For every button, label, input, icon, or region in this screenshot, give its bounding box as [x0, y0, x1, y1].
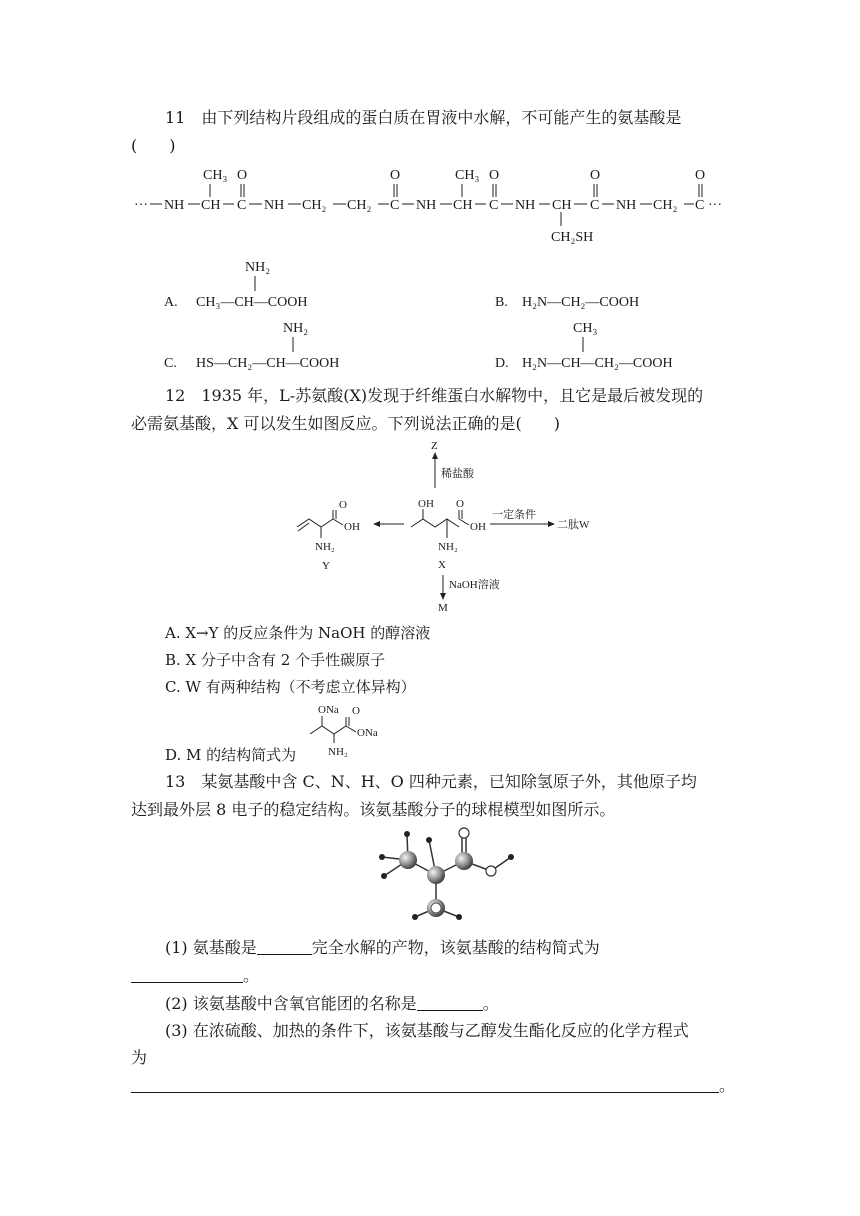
- q12-option-a: A. X→Y 的反应条件为 NaOH 的醇溶液: [165, 624, 431, 642]
- chain-nh-2: NH: [264, 198, 285, 213]
- scheme-y-o: O: [339, 499, 347, 511]
- chain-c-3: C: [489, 198, 499, 213]
- q11-option-a-letter: A.: [164, 295, 178, 310]
- q11-option-c-formula: HS—CH₂—CH—COOH: [196, 356, 340, 371]
- q13-part2: [165, 994, 499, 1014]
- q12-option-b: B. X 分子中含有 2 个手性碳原子: [165, 651, 386, 669]
- q13-part1-middle: 完全水解的产物，该氨基酸的结构简式为: [311, 938, 600, 957]
- chain-ch-1: CH: [201, 198, 221, 213]
- chain-ch3-2: CH₃: [455, 168, 480, 183]
- q11-option-a-nh2: NH₂: [245, 260, 271, 275]
- q13-part3-blank[interactable]: [131, 1092, 719, 1093]
- q13-part1-end: 。: [243, 966, 260, 985]
- q12-stem-line2: 必需氨基酸，X 可以发生如图反应。下列说法正确的是( ): [131, 414, 560, 433]
- q13-part1-prefix: (1) 氨基酸是: [165, 938, 257, 957]
- chain-o-1: O: [237, 168, 248, 183]
- chain-ch2-2: CH₂: [347, 198, 372, 213]
- chain-c-5: C: [695, 198, 705, 213]
- chain-o-4: O: [590, 168, 601, 183]
- scheme-y-oh: OH: [344, 521, 360, 533]
- q13-part1-blank-2[interactable]: [131, 982, 243, 983]
- scheme-x-label: X: [438, 559, 446, 571]
- q13-part2-blank[interactable]: [417, 1010, 483, 1011]
- chain-nh-4: NH: [515, 198, 536, 213]
- q11-option-b-formula: H₂N—CH₂—COOH: [522, 295, 640, 310]
- scheme-z: Z: [431, 440, 438, 452]
- q13-stem-line1: 13 某氨基酸中含 C、N、H、O 四种元素，已知除氢原子外，其他原子均: [165, 772, 697, 791]
- q11-option-c-nh2: NH₂: [283, 321, 309, 336]
- chain-c-1: C: [237, 198, 247, 213]
- chain-nh-3: NH: [416, 198, 437, 213]
- d-o: O: [352, 705, 360, 717]
- q13-stem-line2: 达到最外层 8 电子的稳定结构。该氨基酸分子的球棍模型如图所示。: [131, 800, 616, 819]
- q11-option-d-ch3: CH₃: [573, 321, 598, 336]
- q12-stem-line1: 12 1935 年，L-苏氨酸(X)发现于纤维蛋白水解物中，且它是最后被发现的: [165, 386, 704, 405]
- chain-dots-left: ···: [134, 198, 148, 213]
- reaction-scheme: [0, 435, 860, 615]
- q11-stem-line1: 11 由下列结构片段组成的蛋白质在胃液中水解，不可能产生的氨基酸是: [165, 108, 682, 127]
- scheme-x-oh-top: OH: [418, 498, 434, 510]
- q13-part2-end: 。: [482, 994, 499, 1013]
- q12-option-d-structure: [300, 700, 420, 760]
- scheme-y-nh2: NH₂: [315, 541, 335, 553]
- q13-part3-line2: 为: [131, 1048, 148, 1067]
- q13-part2-prefix: (2) 该氨基酸中含氧官能团的名称是: [165, 994, 417, 1013]
- chain-ch-3: CH: [552, 198, 572, 213]
- q11-stem-line2: ( ): [131, 136, 176, 155]
- scheme-y-label: Y: [322, 560, 330, 572]
- chain-ch2sh: CH₂SH: [551, 230, 594, 245]
- chain-c-2: C: [390, 198, 400, 213]
- q11-option-d-letter: D.: [495, 356, 509, 371]
- peptide-chain-structure: [0, 160, 860, 410]
- ball-and-stick-model: [370, 825, 570, 925]
- d-ona-right: ONa: [357, 727, 378, 739]
- q11-option-d-formula: H₂N—CH—CH₂—COOH: [522, 356, 673, 371]
- chain-o-2: O: [390, 168, 401, 183]
- scheme-m: M: [438, 602, 448, 614]
- scheme-x-oh: OH: [470, 521, 486, 533]
- q11-option-c-letter: C.: [164, 356, 177, 371]
- chain-ch3-1: CH₃: [203, 168, 228, 183]
- q13-part1-blank-1[interactable]: [257, 954, 312, 955]
- q12-option-d-prefix: D. M 的结构简式为: [165, 746, 297, 764]
- scheme-x-o: O: [456, 498, 464, 510]
- q12-option-c: C. W 有两种结构（不考虑立体异构）: [165, 678, 416, 696]
- chain-ch2-3: CH₂: [653, 198, 678, 213]
- q11-option-b-letter: B.: [495, 295, 508, 310]
- chain-c-4: C: [590, 198, 600, 213]
- scheme-dilute-hcl: 稀盐酸: [441, 468, 474, 480]
- scheme-x-nh2: NH₂: [438, 541, 458, 553]
- q13-part3-line1: (3) 在浓硫酸、加热的条件下，该氨基酸与乙醇发生酯化反应的化学方程式: [165, 1021, 689, 1040]
- d-nh2: NH₂: [328, 746, 348, 758]
- q11-option-a-formula: CH₃—CH—COOH: [196, 295, 308, 310]
- chain-nh-5: NH: [616, 198, 637, 213]
- chain-nh-1: NH: [164, 198, 185, 213]
- scheme-naoh: NaOH溶液: [449, 579, 500, 591]
- scheme-condition: 一定条件: [492, 509, 536, 521]
- chain-dots-right: ···: [708, 198, 722, 213]
- chain-o-3: O: [489, 168, 500, 183]
- q13-part1-line1: [165, 938, 600, 958]
- q13-part3-end: 。: [719, 1076, 736, 1095]
- chain-ch-2: CH: [453, 198, 473, 213]
- scheme-dipeptide-w: 二肽W: [557, 519, 590, 531]
- chain-ch2-1: CH₂: [302, 198, 327, 213]
- chain-o-5: O: [695, 168, 706, 183]
- d-ona-top: ONa: [318, 704, 339, 716]
- q13-part1-line2: [131, 966, 259, 986]
- q13-part3-line3: [131, 1076, 735, 1096]
